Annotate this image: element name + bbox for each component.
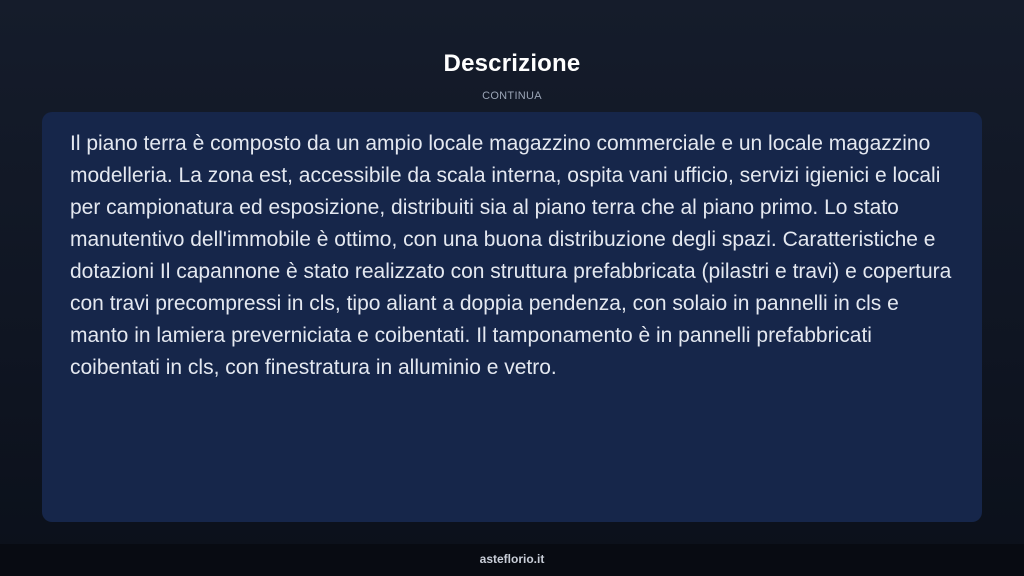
header [0,0,1024,110]
continue-label: CONTINUA [482,90,542,102]
footer-site-label: asteflorio.it [479,552,545,566]
description-text: Il piano terra è composto da un ampio locale magazzino commerciale e un locale magazzino modelleria. La zona est, accessibile da scala interna, ospita vani ufficio, servizi igienici e locali per campionatura ed esposizione, distribuiti sia al piano terra che al piano primo. Lo stato manutentivo dell'immobile è ottimo, con una buona distribuzione degli spazi. Caratteristiche e dotazioni Il capannone è stato realizzato con struttura prefabbricata (pilastri e travi) e copertura con travi precompressi in cls, tipo aliant a doppia pendenza, con solaio in pannelli in cls e manto in lamiera preverniciata e coibentati. Il tamponamento è in pannelli prefabbricati coibentati in cls, con finestratura in alluminio e vetro. [70,132,952,379]
page-title: Descrizione [443,50,581,77]
footer [0,544,1024,576]
description-card [42,112,982,522]
